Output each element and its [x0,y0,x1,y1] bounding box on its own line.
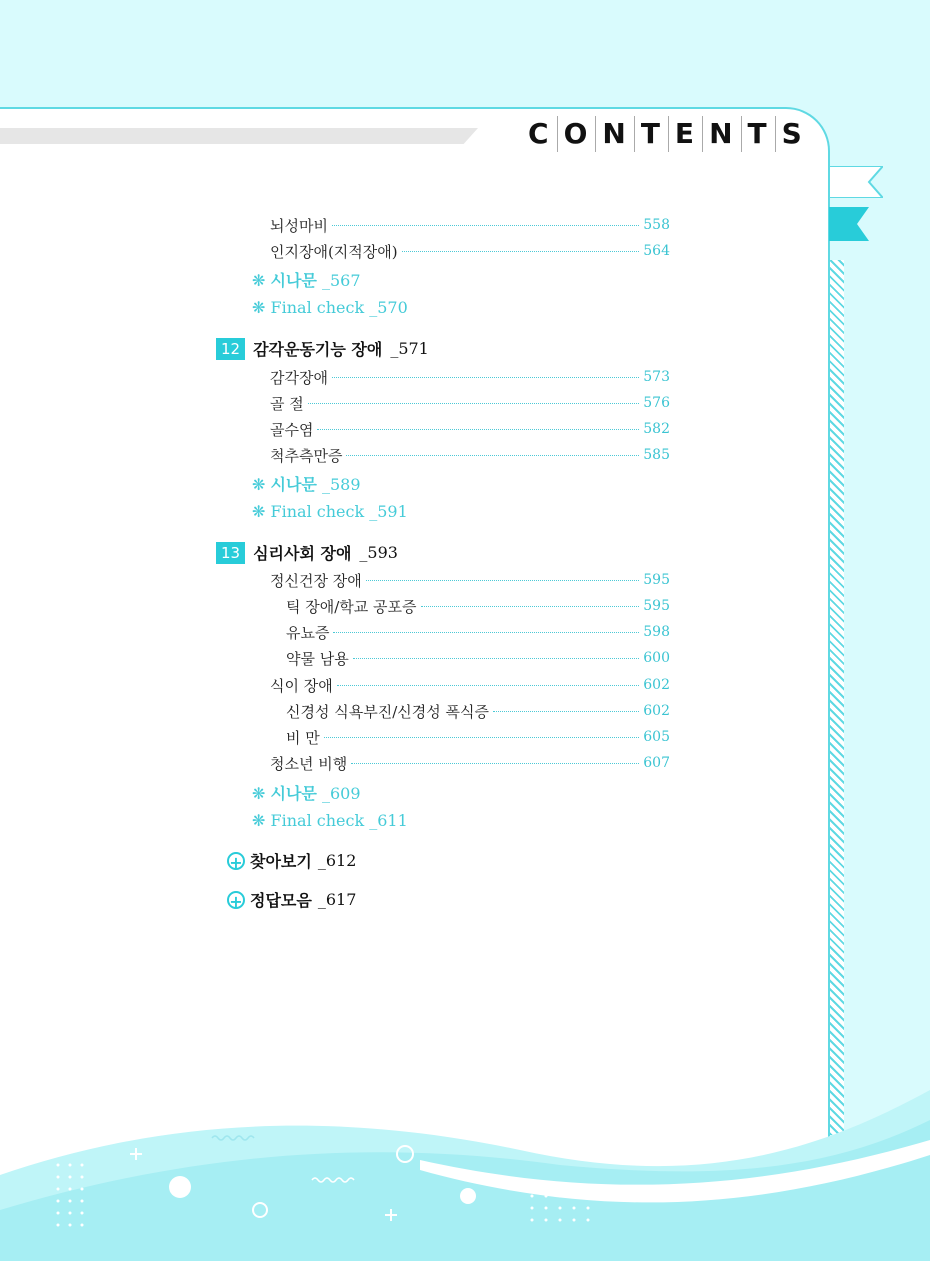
extra-label: Final check [270,502,365,521]
toc-entry-page: 602 [643,703,670,719]
title-letter: O [557,116,596,152]
extra-page: _611 [369,811,408,830]
appendix-index[interactable] [227,849,356,872]
toc-subentry[interactable] [286,700,670,722]
leader-dots [421,605,640,607]
toc-entry-page: 595 [643,598,670,614]
toc-extra-final-check[interactable] [252,502,408,521]
appendix-label: 정답모음 [250,891,312,910]
toc-entry-page: 573 [643,369,670,385]
toc-extra-final-check[interactable] [252,298,408,317]
appendix-page: _612 [317,851,357,870]
toc-entry-page: 602 [643,677,670,693]
toc-entry[interactable] [270,752,670,774]
toc-entry-label: 틱 장애/학교 공포증 [286,597,417,616]
toc-entry-label: 골 절 [270,394,304,413]
toc-entry-label: 정신건장 장애 [270,571,362,590]
toc-entry[interactable] [270,366,670,388]
appendix-page: _617 [317,890,357,909]
extra-page: _609 [321,784,361,803]
toc-entry-label: 약물 남용 [286,649,349,668]
decorative-waves [0,1080,930,1261]
toc-subentry[interactable] [286,595,670,617]
title-letter: T [741,116,775,152]
toc-entry-page: 564 [643,243,670,259]
toc-entry-label: 골수염 [270,420,314,439]
toc-entry[interactable] [270,240,670,262]
toc-entry-label: 뇌성마비 [270,216,328,235]
ribbon-flag-outline [829,166,883,198]
asterisk-icon: ❋ [252,784,266,803]
plus-circle-icon: + [227,852,245,870]
toc-entry-label: 인지장애(지적장애) [270,242,398,261]
extra-label: 시나문 [270,271,317,290]
chapter-title: 감각운동기능 장애 [253,340,383,359]
title-letter: N [702,116,740,152]
leader-dots [308,402,640,404]
toc-extra-final-check[interactable] [252,811,408,830]
extra-label: Final check [270,298,365,317]
chapter-number-badge: 12 [216,338,245,360]
leader-dots [493,710,639,712]
extra-page: _567 [321,271,361,290]
toc-entry[interactable] [270,674,670,696]
extra-page: _570 [369,298,408,317]
toc-entry-page: 582 [643,421,670,437]
extra-page: _591 [369,502,408,521]
leader-dots [332,376,639,378]
toc-entry-page: 585 [643,447,670,463]
leader-dots [324,736,640,738]
toc-entry-page: 600 [643,650,670,666]
chapter-title: 심리사회 장애 [253,544,352,563]
toc-entry[interactable] [270,392,670,414]
toc-entry-page: 558 [643,217,670,233]
leader-dots [333,631,639,633]
toc-entry-label: 유뇨증 [286,623,330,642]
header-bar [0,128,478,144]
asterisk-icon: ❋ [252,475,266,494]
chapter-page: _571 [390,339,429,358]
ribbon-flag-filled [829,207,869,241]
chapter-number-badge: 13 [216,542,245,564]
appendix-answers[interactable] [227,888,356,911]
asterisk-icon: ❋ [252,811,266,830]
chapter-12-heading[interactable] [216,337,429,360]
toc-extra-scenario[interactable] [252,268,361,291]
side-stripe [829,260,844,1135]
toc-entry-label: 신경성 식욕부진/신경성 폭식증 [286,702,489,721]
toc-entry-label: 비 만 [286,728,320,747]
leader-dots [337,684,640,686]
toc-entry[interactable] [270,444,670,466]
title-letter: E [668,116,702,152]
plus-circle-icon: + [227,891,245,909]
title-letter: C [528,117,551,150]
toc-entry-page: 605 [643,729,670,745]
toc-subentry[interactable] [286,621,670,643]
chapter-page: _593 [359,543,398,562]
leader-dots [332,224,639,226]
toc-entry-label: 감각장애 [270,368,328,387]
toc-entry-page: 595 [643,572,670,588]
leader-dots [346,454,639,456]
title-letter: N [595,116,633,152]
leader-dots [366,579,640,581]
toc-entry-label: 척추측만증 [270,446,343,465]
leader-dots [402,250,640,252]
toc-extra-scenario[interactable] [252,472,361,495]
extra-page: _589 [321,475,361,494]
extra-label: 시나문 [270,784,317,803]
leader-dots [351,762,639,764]
toc-entry-label: 식이 장애 [270,676,333,695]
toc-entry-page: 576 [643,395,670,411]
toc-extra-scenario[interactable] [252,781,361,804]
toc-entry-page: 607 [643,755,670,771]
asterisk-icon: ❋ [252,271,266,290]
extra-label: 시나문 [270,475,317,494]
toc-entry-label: 청소년 비행 [270,754,348,773]
toc-entry[interactable] [270,214,670,236]
toc-entry[interactable] [270,569,670,591]
toc-subentry[interactable] [286,647,670,669]
appendix-label: 찾아보기 [250,852,312,871]
toc-subentry[interactable] [286,726,670,748]
leader-dots [353,657,640,659]
leader-dots [317,428,639,430]
toc-entry-page: 598 [643,624,670,640]
chapter-13-heading[interactable] [216,541,398,564]
title-letter: S [775,116,810,152]
toc-entry[interactable] [270,418,670,440]
asterisk-icon: ❋ [252,298,266,317]
extra-label: Final check [270,811,365,830]
title-letter: T [634,116,668,152]
asterisk-icon: ❋ [252,502,266,521]
contents-title [522,116,810,152]
